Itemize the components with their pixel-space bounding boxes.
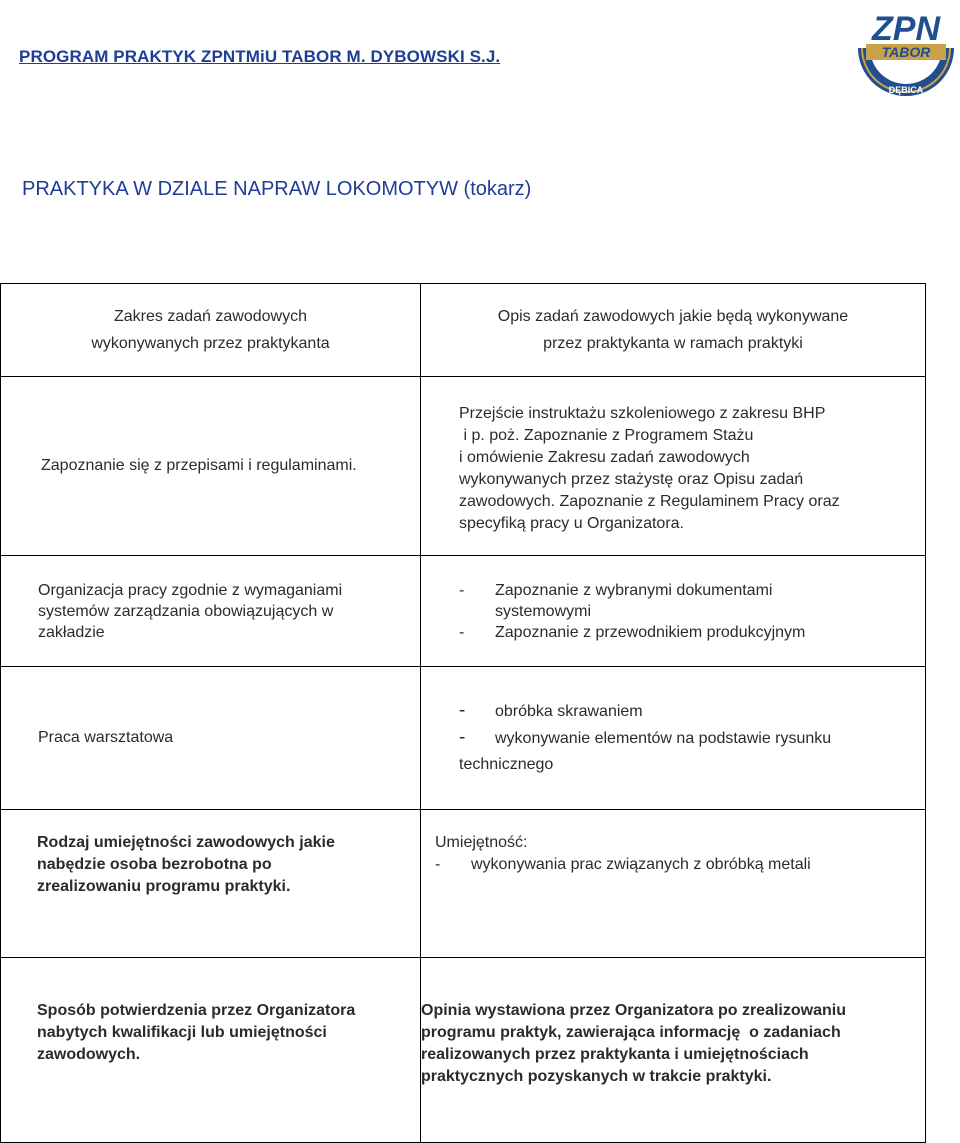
- dash-bullet: -: [459, 700, 466, 721]
- page-title: PRAKTYKA W DZIALE NAPRAW LOKOMOTYW (tokarz): [22, 178, 532, 200]
- list-item: [459, 622, 925, 643]
- company-logo: [852, 4, 960, 104]
- row5-label-line: Sposób potwierdzenia przez Organizatora: [37, 1002, 356, 1019]
- row5-desc-line: realizowanych przez praktykanta i umiejętnościach: [421, 1046, 809, 1063]
- document-header-title: PROGRAM PRAKTYK ZPNTMiU TABOR M. DYBOWSKI S.J.: [19, 47, 501, 66]
- row1-description: [421, 377, 926, 556]
- row2-label-line: Organizacja pracy zgodnie z wymaganiami: [38, 581, 343, 599]
- row5-desc-line: praktycznych pozyskanych w trakcie praktyki.: [421, 1068, 772, 1085]
- row5-label-line: nabytych kwalifikacji lub umiejętności: [37, 1024, 327, 1041]
- table-header-row: [1, 284, 926, 377]
- row5-description: [421, 958, 926, 1143]
- table-row: [1, 667, 926, 810]
- row5-desc-line: Opinia wystawiona przez Organizatora po zrealizowaniu: [421, 1002, 846, 1019]
- row2-list: [459, 580, 925, 643]
- row4-label-line: Rodzaj umiejętności zawodowych jakie: [37, 834, 335, 851]
- row3-label: Praca warsztatowa: [1, 667, 421, 810]
- logo-zpn-text: ZPN: [872, 10, 940, 48]
- row4-description: [421, 810, 926, 958]
- row3-description: [421, 667, 926, 810]
- list-item-text: Zapoznanie z wybranymi dokumentami: [495, 581, 773, 599]
- program-table: [0, 283, 926, 1143]
- row3-item1: [459, 698, 925, 725]
- row4-label: [1, 810, 421, 958]
- skill-item-text: wykonywania prac związanych z obróbką metali: [471, 856, 811, 873]
- table-row: [1, 377, 926, 556]
- row1-line: Przejście instruktażu szkoleniowego z zakresu BHP: [459, 405, 826, 422]
- row3-item2-continuation: technicznego: [459, 756, 554, 773]
- row2-label: [1, 556, 421, 667]
- logo-debica-text: DĘBICA: [888, 85, 924, 95]
- table-row: [1, 556, 926, 667]
- row4-label-line: zrealizowaniu programu praktyki.: [37, 878, 291, 895]
- list-item: [459, 580, 925, 622]
- col2-header-line2: przez praktykanta w ramach praktyki: [543, 335, 803, 352]
- row5-label: [1, 958, 421, 1143]
- col1-header-line2: wykonywanych przez praktykanta: [91, 335, 330, 352]
- col1-header: [1, 284, 421, 377]
- skill-title: Umiejętność:: [435, 834, 528, 851]
- row1-line: i omówienie Zakresu zadań zawodowych: [459, 449, 750, 466]
- list-item-text: Zapoznanie z przewodnikiem produkcyjnym: [495, 623, 806, 641]
- row1-label: Zapoznanie się z przepisami i regulaminami.: [1, 377, 421, 556]
- row3-item1-text: obróbka skrawaniem: [495, 703, 643, 720]
- row2-label-line: systemów zarządzania obowiązujących w: [38, 602, 334, 620]
- row1-line: specyfiką pracy u Organizatora.: [459, 515, 684, 532]
- dash-bullet: -: [459, 581, 465, 599]
- skill-item: [435, 854, 925, 876]
- row1-line: i p. poż. Zapoznanie z Programem Stażu: [459, 427, 754, 444]
- col1-header-line1: Zakres zadań zawodowych: [114, 308, 307, 325]
- row1-line: zawodowych. Zapoznanie z Regulaminem Pracy oraz: [459, 493, 840, 510]
- table-row: [1, 810, 926, 958]
- row4-label-line: nabędzie osoba bezrobotna po: [37, 856, 272, 873]
- row3-item2: [459, 725, 925, 752]
- row2-label-line: zakładzie: [38, 623, 105, 641]
- row5-desc-line: programu praktyk, zawierająca informację o zadaniach: [421, 1024, 841, 1041]
- row5-label-line: zawodowych.: [37, 1046, 141, 1063]
- logo-tabor-text: TABOR: [881, 44, 931, 60]
- list-item-text: systemowymi: [495, 602, 592, 620]
- dash-bullet: -: [435, 856, 441, 873]
- row1-line: wykonywanych przez stażystę oraz Opisu zadań: [459, 471, 804, 488]
- col2-header: [421, 284, 926, 377]
- dash-bullet: -: [459, 623, 465, 641]
- table-row: [1, 958, 926, 1143]
- dash-bullet: -: [459, 727, 466, 748]
- row3-item2-text: wykonywanie elementów na podstawie rysunku: [495, 730, 832, 747]
- col2-header-line1: Opis zadań zawodowych jakie będą wykonywane: [497, 308, 849, 325]
- row2-description: [421, 556, 926, 667]
